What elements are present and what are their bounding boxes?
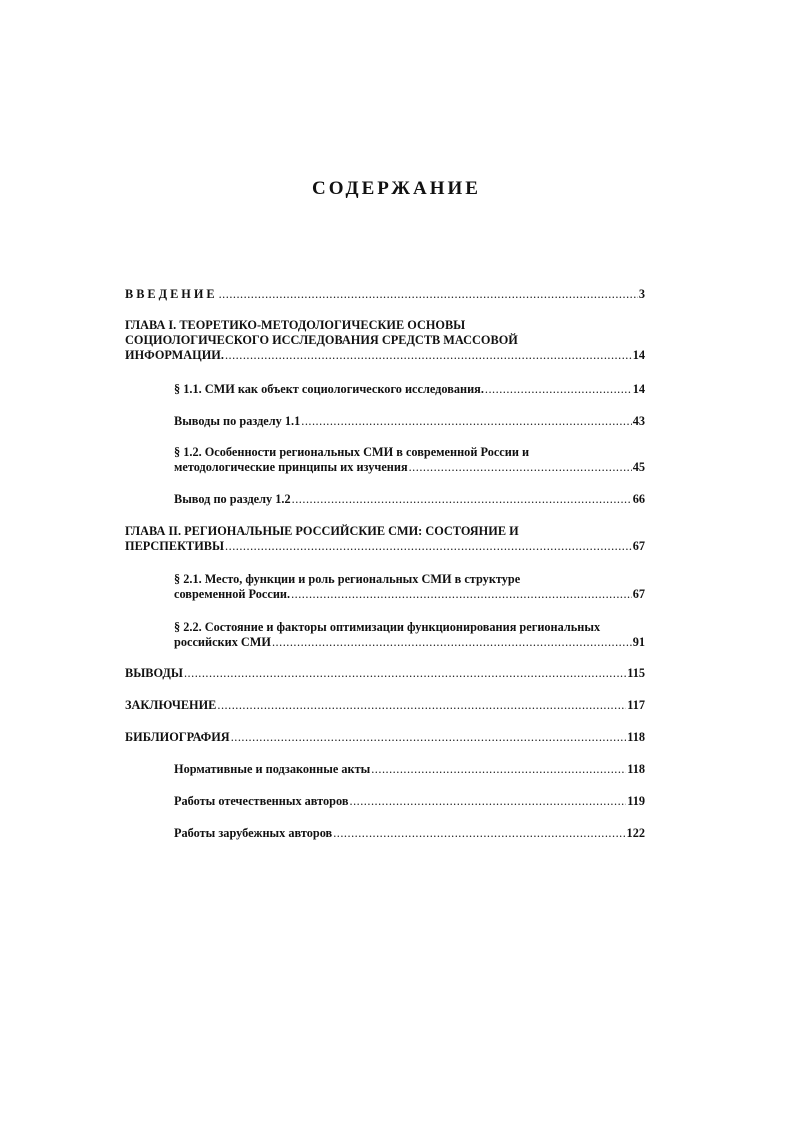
toc-page-number: 119 (627, 794, 645, 808)
page-title: СОДЕРЖАНИЕ (312, 178, 481, 199)
toc-page-number: 3 (638, 287, 645, 301)
toc-entry-title: ВЫВОДЫ (125, 666, 183, 680)
toc-page-number: 122 (626, 826, 645, 840)
toc-page-number: 66 (632, 492, 645, 506)
toc-page-number: 118 (627, 730, 645, 744)
leader-dots (225, 348, 632, 363)
toc-entry-line: СОЦИОЛОГИЧЕСКОГО ИССЛЕДОВАНИЯ СРЕДСТВ МАССОВОЙ (125, 333, 518, 347)
leader-dots (272, 635, 632, 650)
toc-entry-title: современной России. (174, 587, 291, 601)
leader-dots (292, 492, 632, 507)
toc-page-number: 45 (632, 460, 645, 474)
toc-entry-title: Выводы по разделу 1.1 (174, 414, 301, 428)
leader-dots (217, 698, 626, 713)
leader-dots (333, 826, 625, 841)
toc-entry-title: Работы зарубежных авторов (174, 826, 333, 840)
toc-entry-title: ПЕРСПЕКТИВЫ (125, 539, 225, 553)
toc-entry-title: ЗАКЛЮЧЕНИЕ (125, 698, 217, 712)
toc-entry-line: ГЛАВА II. РЕГИОНАЛЬНЫЕ РОССИЙСКИЕ СМИ: СОСТОЯНИЕ И (125, 524, 519, 538)
toc-entry-conclusion[interactable] (125, 698, 645, 713)
leader-dots (184, 666, 626, 681)
toc-page-number: 91 (632, 635, 645, 649)
toc-entry-title: методологические принципы их изучения (174, 460, 408, 474)
toc-page-number: 14 (632, 348, 645, 362)
toc-entry-line: § 1.2. Особенности региональных СМИ в современной России и (174, 445, 530, 459)
toc-page-number: 118 (627, 762, 645, 776)
leader-dots (231, 730, 627, 745)
leader-dots (371, 762, 626, 777)
toc-entry-title: ИНФОРМАЦИИ. (125, 348, 224, 362)
toc-entry-chapter-1[interactable] (125, 318, 645, 363)
toc-entry-title: Работы отечественных авторов (174, 794, 349, 808)
toc-page-number: 43 (632, 414, 645, 428)
toc-entry-bibliography[interactable] (125, 730, 645, 745)
toc-entry-title: БИБЛИОГРАФИЯ (125, 730, 230, 744)
toc-entry-conclusions-1-1[interactable] (174, 414, 645, 429)
toc-entry-section-2-2[interactable] (174, 620, 645, 650)
leader-dots (350, 794, 627, 809)
leader-dots (485, 382, 632, 397)
toc-entry-foreign-authors[interactable] (174, 826, 645, 841)
toc-page-number: 117 (627, 698, 645, 712)
toc-entry-conclusion-1-2[interactable] (174, 492, 645, 507)
toc-page-number: 67 (632, 539, 645, 553)
toc-entry-title: Вывод по разделу 1.2 (174, 492, 291, 506)
toc-entry-title: § 1.1. СМИ как объект социологического исследования. (174, 382, 484, 396)
toc-entry-line: ГЛАВА I. ТЕОРЕТИКО-МЕТОДОЛОГИЧЕСКИЕ ОСНОВЫ (125, 318, 466, 332)
toc-entry-findings[interactable] (125, 666, 645, 681)
toc-entry-section-1-1[interactable] (174, 382, 645, 397)
leader-dots (219, 287, 638, 302)
toc-page-number: 67 (632, 587, 645, 601)
toc-entry-section-2-1[interactable] (174, 572, 645, 602)
toc-entry-title: ВВЕДЕНИЕ (125, 287, 218, 301)
toc-entry-title: Нормативные и подзаконные акты (174, 762, 371, 776)
toc-entry-normative-acts[interactable] (174, 762, 645, 777)
toc-entry-domestic-authors[interactable] (174, 794, 645, 809)
toc-entry-line: § 2.2. Состояние и факторы оптимизации функционирования региональных (174, 620, 601, 634)
toc-page-number: 115 (627, 666, 645, 680)
toc-entry-section-1-2[interactable] (174, 445, 645, 475)
leader-dots (291, 587, 632, 602)
toc-page-number: 14 (632, 382, 645, 396)
leader-dots (301, 414, 631, 429)
toc-entry-chapter-2[interactable] (125, 524, 645, 554)
toc-entry-introduction[interactable] (125, 287, 645, 302)
leader-dots (409, 460, 632, 475)
toc-entry-title: российских СМИ (174, 635, 271, 649)
toc-entry-line: § 2.1. Место, функции и роль региональных СМИ в структуре (174, 572, 521, 586)
leader-dots (225, 539, 632, 554)
